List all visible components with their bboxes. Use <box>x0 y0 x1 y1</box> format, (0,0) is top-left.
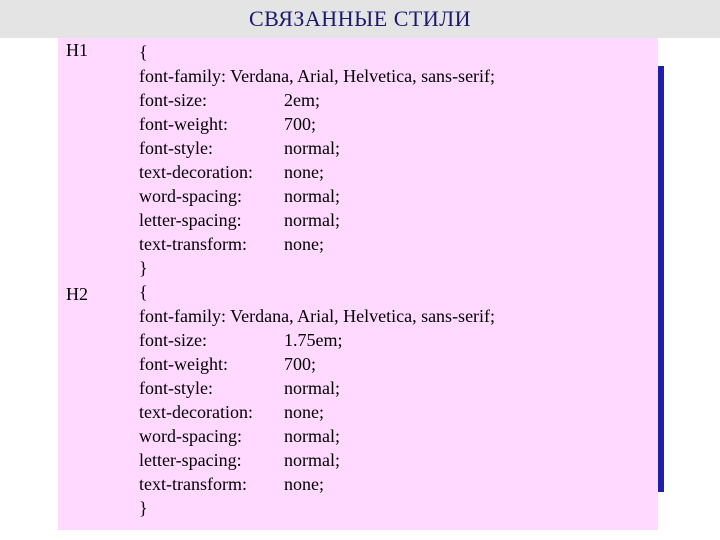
decl-text-decoration <box>139 160 495 184</box>
title-bar <box>0 0 720 38</box>
decl-font-size <box>139 328 495 352</box>
decl-letter-spacing <box>139 208 495 232</box>
decl-text-decoration <box>139 400 495 424</box>
decl-value: normal; <box>284 210 340 230</box>
open-brace: { <box>139 282 148 302</box>
decl-prop: font-style: <box>139 378 213 398</box>
decl-prop: word-spacing: <box>139 426 242 446</box>
decl-value: 1.75em; <box>284 330 343 350</box>
selector-h1: H1 <box>66 40 88 60</box>
decl-value: normal; <box>284 450 340 470</box>
close-brace: } <box>139 258 148 278</box>
selector-h2: H2 <box>66 284 88 304</box>
decl-value: 700; <box>284 114 317 134</box>
decl-letter-spacing <box>139 448 495 472</box>
decl-prop: text-decoration: <box>139 162 253 182</box>
decl-value: none; <box>284 474 324 494</box>
decl-value: normal; <box>284 138 340 158</box>
close-brace: } <box>139 498 148 518</box>
decl-prop: font-size: <box>139 330 207 350</box>
decl-prop: font-weight: <box>139 354 228 374</box>
decl-value: none; <box>284 162 324 182</box>
decl-font-style <box>139 376 495 400</box>
decl-value: normal; <box>284 186 340 206</box>
decl-font-weight <box>139 352 495 376</box>
decl-font-size <box>139 88 495 112</box>
slide-title: СВЯЗАННЫЕ СТИЛИ <box>248 6 472 31</box>
rule-h2 <box>139 280 495 520</box>
decl-prop: letter-spacing: <box>139 210 242 230</box>
decl-prop: word-spacing: <box>139 186 242 206</box>
decl-prop: text-decoration: <box>139 402 253 422</box>
decl-prop: letter-spacing: <box>139 450 242 470</box>
decl-value: none; <box>284 402 324 422</box>
decl-value: 700; <box>284 354 317 374</box>
decl-prop: font-style: <box>139 138 213 158</box>
decl-font-weight <box>139 112 495 136</box>
decl-word-spacing <box>139 424 495 448</box>
decl-value: none; <box>284 234 324 254</box>
decl-prop: text-transform: <box>139 234 247 254</box>
open-brace: { <box>139 42 148 62</box>
decl-prop: text-transform: <box>139 474 247 494</box>
font-family-decl: font-family: Verdana, Arial, Helvetica, sans-serif; <box>139 306 496 326</box>
rule-h1 <box>139 40 495 280</box>
decl-word-spacing <box>139 184 495 208</box>
decl-value: 2em; <box>284 90 320 110</box>
decl-prop: font-weight: <box>139 114 228 134</box>
decl-font-style <box>139 136 495 160</box>
decl-text-transform <box>139 472 495 496</box>
decl-prop: font-size: <box>139 90 207 110</box>
decl-value: normal; <box>284 426 340 446</box>
font-family-decl: font-family: Verdana, Arial, Helvetica, sans-serif; <box>139 66 496 86</box>
decl-value: normal; <box>284 378 340 398</box>
decl-text-transform <box>139 232 495 256</box>
